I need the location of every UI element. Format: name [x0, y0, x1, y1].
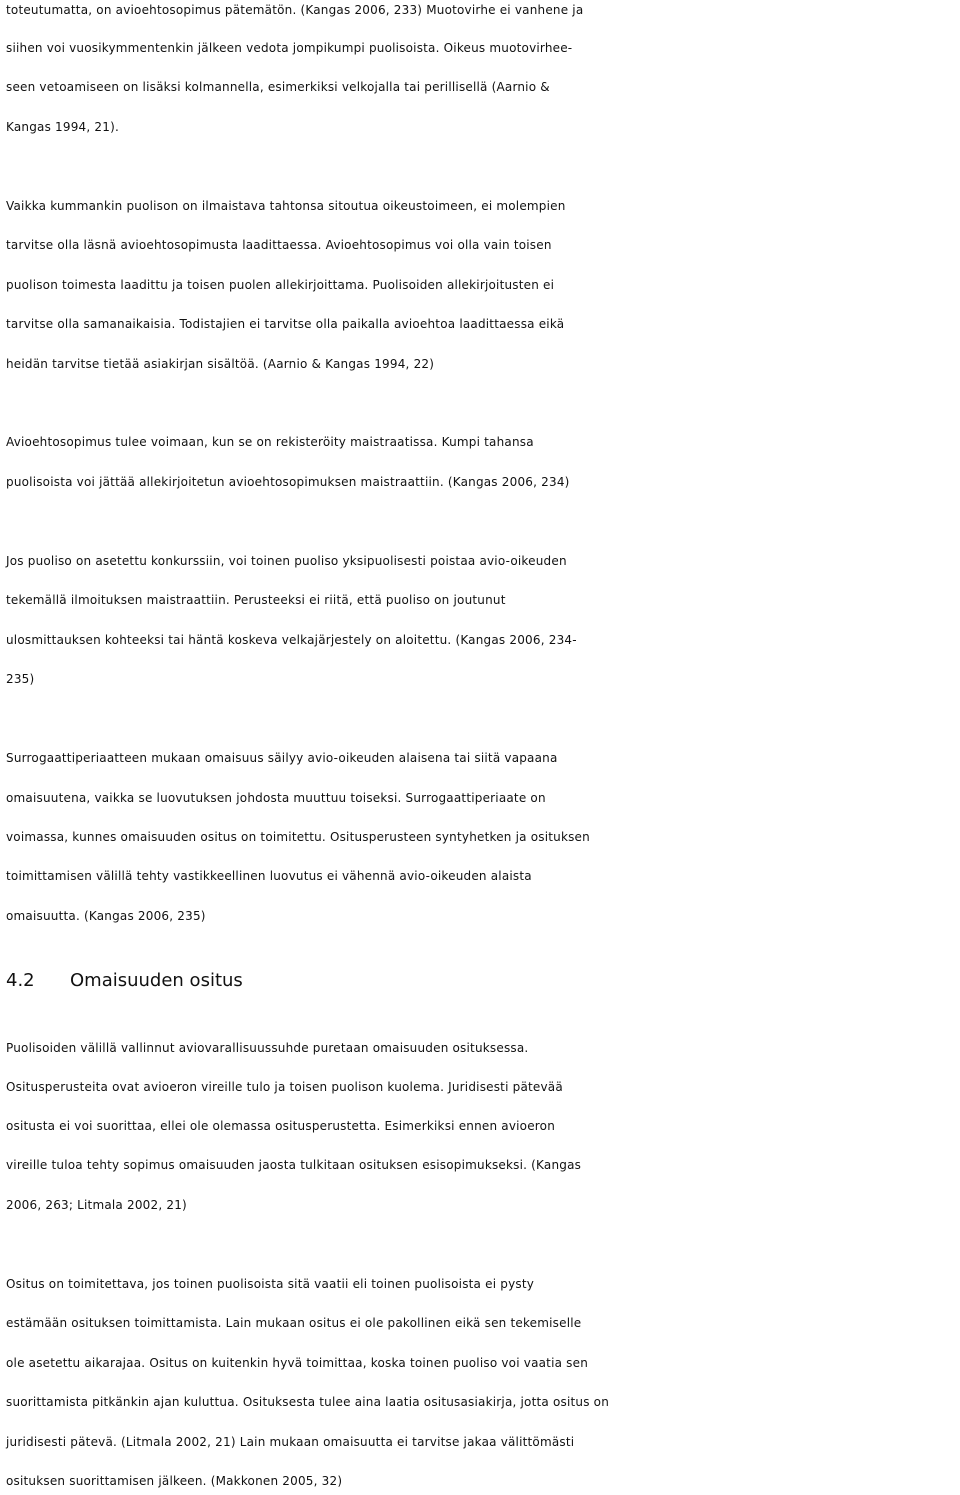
- text-line: 2006, 263; Litmala 2002, 21): [6, 1198, 187, 1212]
- text-line: toteutumatta, on avioehtosopimus pätemätön. (Kangas 2006, 233) Muotovirhe ei vanhene ja: [6, 3, 584, 17]
- section-heading: [6, 967, 243, 995]
- text-line: Puolisoiden välillä vallinnut aviovarallisuussuhde puretaan omaisuuden osituksessa.: [6, 1041, 529, 1055]
- text-line: Ositusperusteita ovat avioeron vireille tulo ja toisen puolison kuolema. Juridisesti pätevää: [6, 1080, 563, 1094]
- text-line: vireille tuloa tehty sopimus omaisuuden jaosta tulkitaan osituksen esisopimukseksi. (Kangas: [6, 1158, 582, 1172]
- text-line: siihen voi vuosikymmentenkin jälkeen vedota jompikumpi puolisoista. Oikeus muotovirhee-: [6, 41, 573, 55]
- text-line: tarvitse olla samanaikaisia. Todistajien ei tarvitse olla paikalla avioehtoa laadittaessa eikä: [6, 317, 565, 331]
- text-line: Kangas 1994, 21).: [6, 120, 119, 134]
- text-line: Surrogaattiperiaatteen mukaan omaisuus säilyy avio-oikeuden alaisena tai siitä vapaana: [6, 751, 558, 765]
- text-line: tarvitse olla läsnä avioehtosopimusta laadittaessa. Avioehtosopimus voi olla vain toisen: [6, 238, 552, 252]
- text-line: Ositus on toimitettava, jos toinen puolisoista sitä vaatii eli toinen puolisoista ei pysty: [6, 1277, 535, 1291]
- text-line: 235): [6, 672, 35, 686]
- text-line: estämään osituksen toimittamista. Lain mukaan ositus ei ole pakollinen eikä sen tekemiselle: [6, 1316, 582, 1330]
- text-line: juridisesti pätevä. (Litmala 2002, 21) Lain mukaan omaisuutta ei tarvitse jakaa välittömästi: [6, 1435, 575, 1449]
- section-title: Omaisuuden ositus: [70, 970, 243, 991]
- text-line: omaisuutta. (Kangas 2006, 235): [6, 909, 206, 923]
- text-line: omaisuutena, vaikka se luovutuksen johdosta muuttuu toiseksi. Surrogaattiperiaate on: [6, 791, 546, 805]
- text-line: suorittamista pitkänkin ajan kuluttua. Osituksesta tulee aina laatia ositusasiakirja, jotta ositus on: [6, 1395, 610, 1409]
- text-line: osituksen suorittamisen jälkeen. (Makkonen 2005, 32): [6, 1474, 343, 1488]
- text-line: heidän tarvitse tietää asiakirjan sisältöä. (Aarnio & Kangas 1994, 22): [6, 357, 435, 371]
- text-line: ulosmittauksen kohteeksi tai häntä koskeva velkajärjestely on aloitettu. (Kangas 2006, 234-: [6, 633, 577, 647]
- text-line: ositusta ei voi suorittaa, ellei ole olemassa ositusperustetta. Esimerkiksi ennen avioeron: [6, 1119, 556, 1133]
- text-line: Avioehtosopimus tulee voimaan, kun se on rekisteröity maistraatissa. Kumpi tahansa: [6, 435, 534, 449]
- text-line: seen vetoamiseen on lisäksi kolmannella, esimerkiksi velkojalla tai perillisellä (Aarnio &: [6, 80, 550, 94]
- text-line: ole asetettu aikarajaa. Ositus on kuitenkin hyvä toimittaa, koska toinen puoliso voi vaatia sen: [6, 1356, 589, 1370]
- text-line: puolisoista voi jättää allekirjoitetun avioehtosopimuksen maistraattiin. (Kangas 2006, 234): [6, 475, 570, 489]
- text-line: puolison toimesta laadittu ja toisen puolen allekirjoittama. Puolisoiden allekirjoitusten ei: [6, 278, 555, 292]
- text-line: toimittamisen välillä tehty vastikkeellinen luovutus ei vähennä avio-oikeuden alaista: [6, 869, 532, 883]
- text-line: Jos puoliso on asetettu konkurssiin, voi toinen puoliso yksipuolisesti poistaa avio-oikeuden: [6, 554, 567, 568]
- text-line: Vaikka kummankin puolison on ilmaistava tahtonsa sitoutua oikeustoimeen, ei molempien: [6, 199, 566, 213]
- section-number: 4.2: [6, 970, 35, 991]
- text-line: tekemällä ilmoituksen maistraattiin. Perusteeksi ei riitä, että puoliso on joutunut: [6, 593, 506, 607]
- text-line: voimassa, kunnes omaisuuden ositus on toimitettu. Ositusperusteen syntyhetken ja osituksen: [6, 830, 590, 844]
